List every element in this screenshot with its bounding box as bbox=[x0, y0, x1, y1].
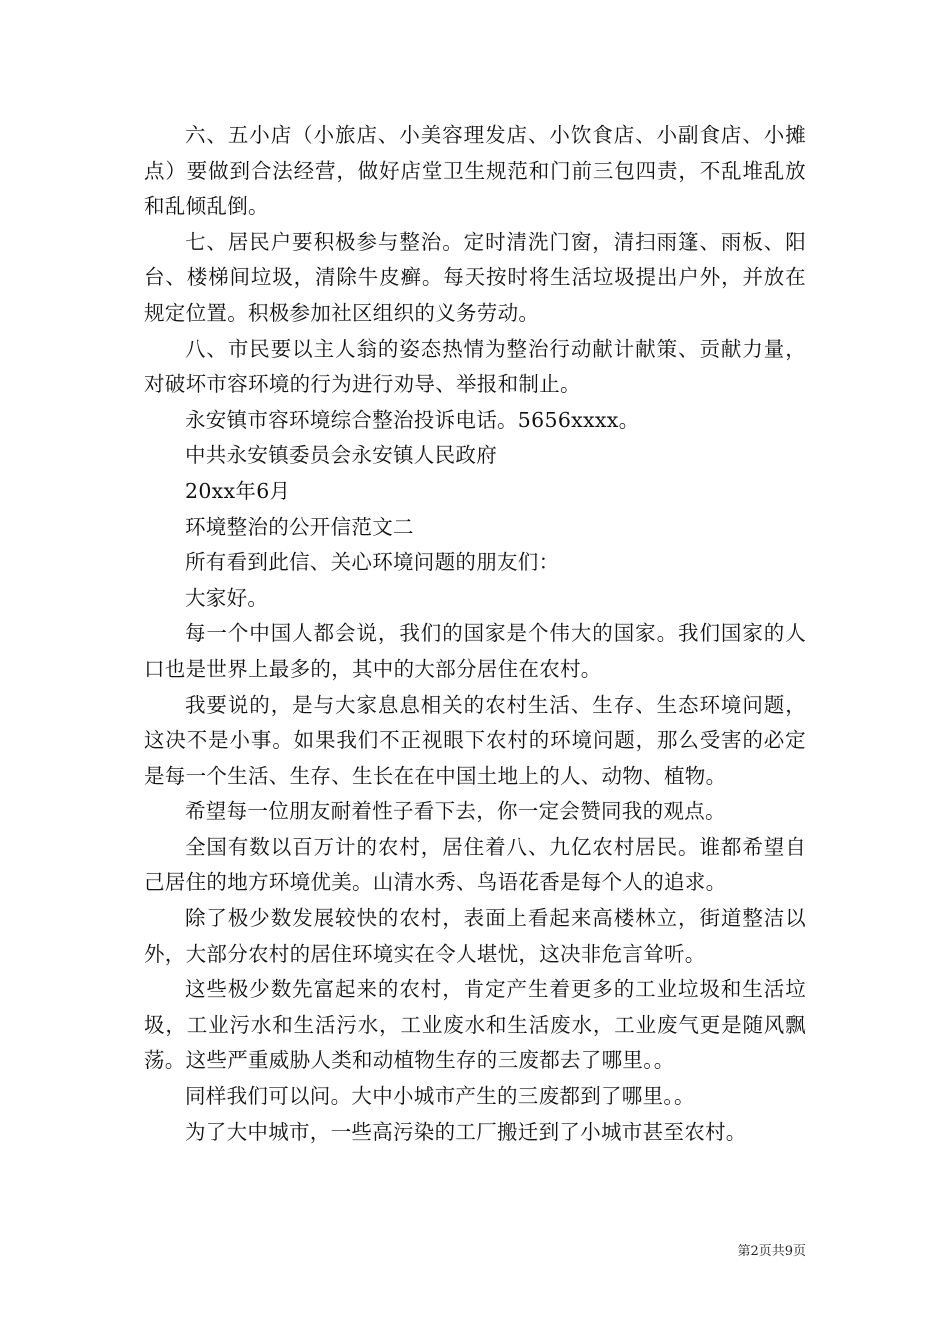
paragraph-12: 希望每一位朋友耐着性子看下去，你一定会赞同我的观点。 bbox=[185, 799, 726, 824]
paragraph-10: 每一个中国人都会说，我们的国家是个伟大的国家。我们国家的人口也是世界上最多的，其中的大部分居住在农村。 bbox=[144, 621, 806, 681]
paragraph-15: 这些极少数先富起来的农村，肯定产生着更多的工业垃圾和生活垃圾，工业污水和生活污水，工业废水和生活废水，工业废气更是随风飘荡。这些严重威胁人类和动植物生存的三废都去了哪里。。 bbox=[144, 977, 806, 1073]
issue-date: 20xx年6月 bbox=[185, 478, 291, 503]
paragraph-1: 六、五小店（小旅店、小美容理发店、小饮食店、小副食店、小摊点）要做到合法经营，做好店堂卫生规范和门前三包四责，不乱堆乱放和乱倾乱倒。 bbox=[144, 123, 806, 219]
section-title: 环境整治的公开信范文二 bbox=[185, 514, 414, 539]
greeting: 大家好。 bbox=[185, 585, 269, 610]
document-body bbox=[144, 118, 806, 1150]
paragraph-16: 同样我们可以问。大中小城市产生的三废都到了哪里。。 bbox=[185, 1084, 695, 1109]
page-number-footer: 第2页共9页 bbox=[737, 1244, 806, 1259]
paragraph-11: 我要说的，是与大家息息相关的农村生活、生存、生态环境问题，这决不是小事。如果我们不正视眼下农村的环境问题，那么受害的必定是每一个生活、生存、生长在在中国土地上的人、动物、植物。 bbox=[144, 692, 806, 788]
paragraph-17: 为了大中城市，一些高污染的工厂搬迁到了小城市甚至农村。 bbox=[185, 1119, 747, 1144]
paragraph-2: 七、居民户要积极参与整治。定时清洗门窗，清扫雨篷、雨板、阳台、楼梯间垃圾，清除牛皮癣。每天按时将生活垃圾提出户外，并放在规定位置。积极参加社区组织的义务劳动。 bbox=[144, 229, 806, 325]
paragraph-14: 除了极少数发展较快的农村，表面上看起来高楼林立，街道整洁以外，大部分农村的居住环境实在令人堪忧，这决非危言耸听。 bbox=[144, 906, 806, 966]
complaint-hotline: 永安镇市容环境综合整治投诉电话。5656xxxx。 bbox=[185, 407, 640, 432]
salutation: 所有看到此信、关心环境问题的朋友们： bbox=[185, 550, 560, 575]
paragraph-3: 八、市民要以主人翁的姿态热情为整治行动献计献策、贡献力量，对破坏市容环境的行为进行劝导、举报和制止。 bbox=[144, 336, 806, 397]
issuer-name: 中共永安镇委员会永安镇人民政府 bbox=[185, 443, 497, 468]
paragraph-13: 全国有数以百万计的农村，居住着八、九亿农村居民。谁都希望自己居住的地方环境优美。山清水秀、鸟语花香是每个人的追求。 bbox=[144, 834, 806, 895]
